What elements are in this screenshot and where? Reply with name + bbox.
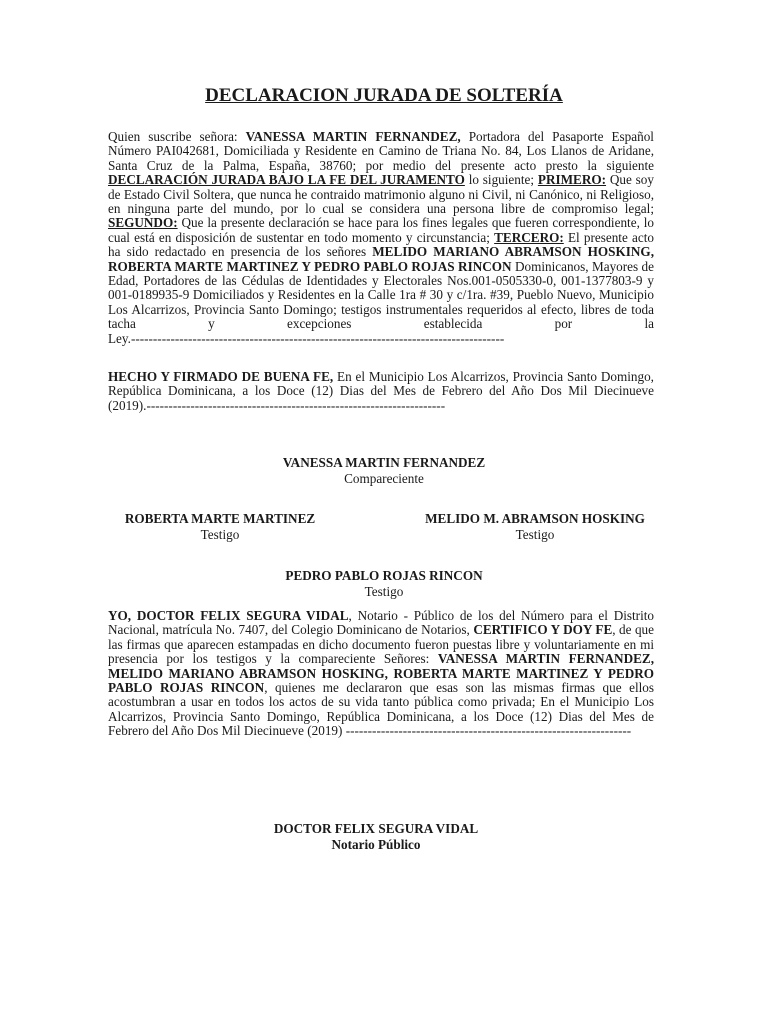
notary-name: DOCTOR FELIX SEGURA VIDAL: [273, 821, 479, 836]
witness-1-name: ROBERTA MARTE MARTINEZ: [124, 511, 316, 526]
clause-segundo: SEGUNDO:: [108, 215, 178, 231]
signature-witness-2: [395, 511, 675, 542]
witness-1-role: Testigo: [200, 526, 240, 542]
clause-primero: PRIMERO:: [537, 172, 607, 188]
p3-text-2: , de que las firmas que aparecen estampadas en dicho documento fueron puestas libre y voluntariamente en mi presencia por los testigos y la compareciente Señores:: [108, 622, 654, 667]
p2-dash-line: --------------------------------------------------------------------: [146, 397, 446, 413]
declaration-paragraph: [108, 130, 654, 362]
signature-compareciente: [234, 455, 534, 486]
witness-2-name: MELIDO M. ABRAMSON HOSKING: [425, 511, 645, 526]
p1-text-7: Dominicanos, Mayores de Edad, Portadores de las Cédulas de Identidades y Electorales Nos.001-0505330-0, 001-1377803-9 y 001-0189935-9 Domiciliados y Residentes en la Calle 1ra # 30 y c/1ra. #39, Pueblo Nuevo, Municipio Los Alcarrizos, Provincia Santo Domingo; testigos instrumentales requeridos al efecto, libres de toda tacha y excepciones establecida por la Ley.: [108, 258, 654, 346]
notary-role: Notario Público: [331, 836, 421, 852]
p1-text-3: lo siguiente;: [464, 172, 538, 188]
compareciente-role: Compareciente: [344, 470, 424, 486]
signature-notary: [226, 821, 526, 852]
declaration-heading: DECLARACIÓN JURADA BAJO LA FE DEL JURAMENTO: [108, 172, 465, 188]
signing-lead: HECHO Y FIRMADO DE BUENA FE,: [108, 370, 334, 384]
signing-paragraph: [108, 370, 654, 416]
document-title: [0, 85, 768, 107]
witness-3-name: PEDRO PABLO ROJAS RINCON: [285, 568, 483, 583]
p1-text-4: Que soy de Estado Civil Soltera, que nunca he contraido matrimonio alguno ni Civil, ni Canónico, ni Religioso, en ninguna parte del mundo, por lo cual se considera una persona libre de compromiso legal;: [108, 172, 654, 217]
p3-text-3: , quienes me declararon que esas son las mismas firmas que ellos acostumbran a usar en todos los actos de su vida tanto pública como privada; En el Municipio Los Alcarrizos, Provincia Santo Domingo, República Dominicana, a los Doce (12) Dias del Mes de Febrero del Año Dos Mil Diecinueve (2019): [108, 680, 654, 739]
p1-dash-line: -------------------------------------------------------------------------------------: [130, 330, 505, 346]
certifico-heading: CERTIFICO Y DOY FE: [473, 622, 613, 638]
witness-3-role: Testigo: [364, 583, 404, 599]
witness-2-role: Testigo: [515, 526, 555, 542]
signature-witness-3: [234, 568, 534, 599]
notary-lead: YO, DOCTOR FELIX SEGURA VIDAL: [108, 609, 349, 623]
p3-text-1: , Notario - Público de los del Número para el Distrito Nacional, matrícula No. 7407, del Colegio Dominicano de Notarios,: [108, 609, 654, 638]
p1-text-5: Que la presente declaración se hace para los fines legales que fueren correspondiente, lo cual está en disposición de sustentar en todo momento y circunstancia;: [108, 215, 654, 245]
signing-text: En el Municipio Los Alcarrizos, Provincia Santo Domingo, República Dominicana, a los Doce (12) Dias del Mes de Febrero del Año Dos Mil Diecinueve (2019).: [108, 370, 654, 413]
signature-witness-1: [90, 511, 350, 542]
declarant-name: VANESSA MARTIN FERNANDEZ,: [245, 130, 461, 144]
compareciente-name: VANESSA MARTIN FERNANDEZ: [282, 455, 486, 470]
p3-dash-line: -----------------------------------------------------------------: [345, 723, 632, 739]
p1-text-1: Quien suscribe señora:: [108, 130, 246, 144]
notary-certification-paragraph: [108, 609, 654, 754]
witness-names: MELIDO MARIANO ABRAMSON HOSKING, ROBERTA MARTE MARTINEZ Y PEDRO PABLO ROJAS RINCON: [108, 244, 654, 274]
p1-text-6: El presente acto ha sido redactado en presencia de los señores: [108, 229, 654, 260]
clause-tercero: TERCERO:: [494, 229, 564, 245]
p1-text-2: Portadora del Pasaporte Español Número PAI042681, Domiciliada y Residente en Camino de Triana No. 84, Los Llanos de Aridane, Santa Cruz de la Palma, España, 38760; por medio del presente acto presto la siguiente: [108, 130, 654, 173]
signatory-names: VANESSA MARTIN FERNANDEZ, MELIDO MARIANO ABRAMSON HOSKING, ROBERTA MARTE MARTINEZ Y PEDRO PABLO ROJAS RINCON: [108, 651, 654, 696]
document-title-text: DECLARACION JURADA DE SOLTERÍA: [205, 85, 563, 106]
